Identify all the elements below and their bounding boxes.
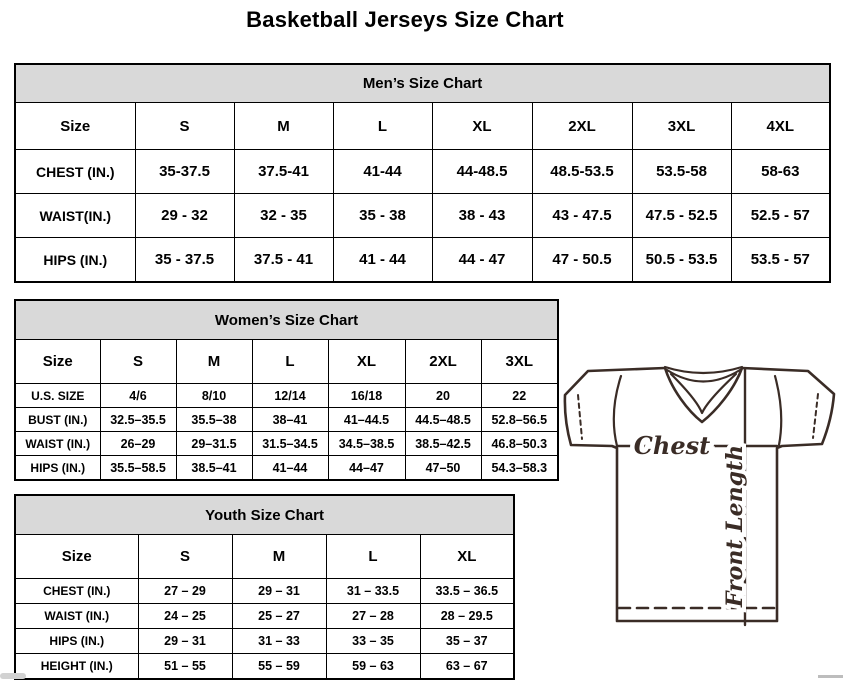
size-label: L [252,340,328,384]
front-length-label: Front Length [722,444,748,608]
table-cell: 46.8–50.3 [481,432,558,456]
table-row [15,194,830,238]
size-label: 3XL [481,340,558,384]
column-header-size: Size [15,340,100,384]
table-cell: 35 - 38 [333,194,432,238]
table-cell: 47.5 - 52.5 [632,194,731,238]
table-cell: 26–29 [100,432,176,456]
row-label: WAIST (IN.) [15,604,138,629]
table-cell: 32.5–35.5 [100,408,176,432]
table-row [15,495,514,535]
womens-size-table [14,299,559,481]
table-row [15,150,830,194]
table-row [15,384,558,408]
table-cell: 4/6 [100,384,176,408]
table-cell: 38.5–41 [176,456,252,481]
cuff-stitch-right [813,394,818,438]
table-cell: 31 – 33 [232,629,326,654]
table-row [15,238,830,283]
table-cell: 35 - 37.5 [135,238,234,283]
table-cell: 58-63 [731,150,830,194]
jersey-armhole-left [614,376,621,446]
table-cell: 50.5 - 53.5 [632,238,731,283]
table-cell: 32 - 35 [234,194,333,238]
table-cell: 38 - 43 [432,194,532,238]
table-cell: 44 - 47 [432,238,532,283]
table-cell: 29 – 31 [232,579,326,604]
table-row [15,432,558,456]
mens-size-table [14,63,831,283]
jersey-diagram-svg [555,358,843,679]
table-cell: 12/14 [252,384,328,408]
row-label: HIPS (IN.) [15,238,135,283]
scrollbar-corner-fragment [818,675,843,678]
row-label: HIPS (IN.) [15,629,138,654]
table-cell: 52.8–56.5 [481,408,558,432]
column-header-size: Size [15,535,138,579]
table-cell: 16/18 [328,384,405,408]
table-cell: 51 – 55 [138,654,232,680]
size-label: L [326,535,420,579]
table-cell: 47–50 [405,456,481,481]
table-cell: 22 [481,384,558,408]
womens-table-title: Women’s Size Chart [15,300,558,340]
table-row [15,103,830,150]
table-cell: 41–44 [252,456,328,481]
table-cell: 59 – 63 [326,654,420,680]
table-cell: 37.5 - 41 [234,238,333,283]
table-row [15,456,558,481]
youth-table-title: Youth Size Chart [15,495,514,535]
table-cell: 48.5-53.5 [532,150,632,194]
table-cell: 33 – 35 [326,629,420,654]
size-label: S [135,103,234,150]
table-row [15,604,514,629]
table-cell: 53.5 - 57 [731,238,830,283]
size-label: M [234,103,333,150]
row-label: BUST (IN.) [15,408,100,432]
table-cell: 20 [405,384,481,408]
youth-size-table [14,494,515,680]
row-label: CHEST (IN.) [15,579,138,604]
row-label: HIPS (IN.) [15,456,100,481]
table-cell: 52.5 - 57 [731,194,830,238]
row-label: HEIGHT (IN.) [15,654,138,680]
table-cell: 29 - 32 [135,194,234,238]
size-label: S [138,535,232,579]
table-cell: 44–47 [328,456,405,481]
size-label: S [100,340,176,384]
table-row [15,579,514,604]
table-cell: 27 – 29 [138,579,232,604]
table-cell: 37.5-41 [234,150,333,194]
size-label: XL [420,535,514,579]
size-label: M [232,535,326,579]
table-cell: 31 – 33.5 [326,579,420,604]
table-row [15,629,514,654]
table-cell: 35 – 37 [420,629,514,654]
table-cell: 27 – 28 [326,604,420,629]
size-label: 3XL [632,103,731,150]
table-cell: 25 – 27 [232,604,326,629]
table-cell: 38.5–42.5 [405,432,481,456]
table-cell: 35.5–38 [176,408,252,432]
table-row [15,340,558,384]
row-label: U.S. SIZE [15,384,100,408]
row-label: CHEST (IN.) [15,150,135,194]
table-cell: 53.5-58 [632,150,731,194]
row-label: WAIST (IN.) [15,432,100,456]
table-cell: 31.5–34.5 [252,432,328,456]
size-label: XL [432,103,532,150]
table-cell: 29–31.5 [176,432,252,456]
table-cell: 41–44.5 [328,408,405,432]
table-cell: 44.5–48.5 [405,408,481,432]
table-cell: 44-48.5 [432,150,532,194]
table-cell: 41-44 [333,150,432,194]
table-row [15,300,558,340]
column-header-size: Size [15,103,135,150]
table-row [15,654,514,680]
table-cell: 29 – 31 [138,629,232,654]
size-label: M [176,340,252,384]
table-row [15,535,514,579]
size-label: L [333,103,432,150]
size-label: 4XL [731,103,830,150]
jersey-collar [665,367,742,373]
table-row [15,408,558,432]
table-cell: 47 - 50.5 [532,238,632,283]
size-label: XL [328,340,405,384]
table-row [15,64,830,103]
chest-label: Chest [633,431,711,460]
table-cell: 33.5 – 36.5 [420,579,514,604]
row-label: WAIST(IN.) [15,194,135,238]
table-cell: 38–41 [252,408,328,432]
table-cell: 41 - 44 [333,238,432,283]
table-cell: 55 – 59 [232,654,326,680]
table-cell: 35-37.5 [135,150,234,194]
cuff-stitch-left [578,395,582,439]
table-cell: 43 - 47.5 [532,194,632,238]
jersey-armhole-right [775,376,781,445]
table-cell: 54.3–58.3 [481,456,558,481]
size-label: 2XL [405,340,481,384]
table-cell: 35.5–58.5 [100,456,176,481]
page-title: Basketball Jerseys Size Chart [246,7,564,32]
table-cell: 34.5–38.5 [328,432,405,456]
size-label: 2XL [532,103,632,150]
table-cell: 24 – 25 [138,604,232,629]
horizontal-scrollbar-thumb[interactable] [0,673,26,679]
mens-table-title: Men’s Size Chart [15,64,830,103]
jersey-vneck-inner [671,374,736,413]
table-cell: 63 – 67 [420,654,514,680]
table-cell: 8/10 [176,384,252,408]
jersey-measurement-diagram [555,358,843,679]
table-cell: 28 – 29.5 [420,604,514,629]
